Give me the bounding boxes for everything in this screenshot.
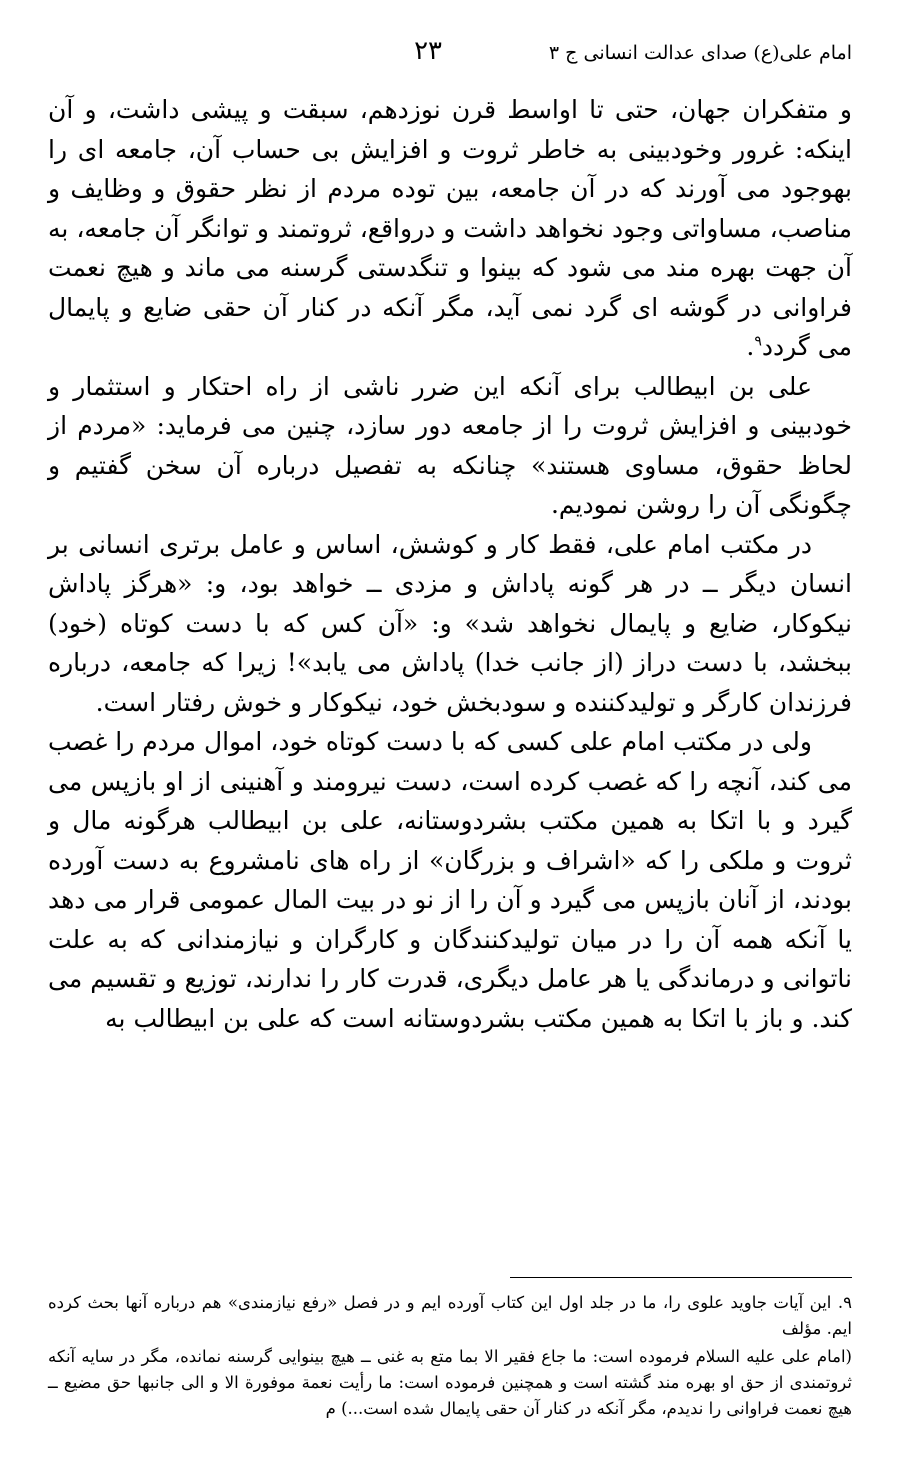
footnote-reference[interactable]: ۹ <box>754 333 762 350</box>
page-number: ۲۳ <box>414 36 442 66</box>
paragraph-2: علی بن ابیطالب برای آنکه این ضرر ناشی از راه احتکار و استثمار و خودبینی و افزایش ثروت را از جامعه دور سازد، چنین می فرماید: «مردم از لحاظ حقوق، مساوی هستند» چنانکه به تفصیل درباره آن سخن گفتیم و چگونگی آن را روشن نمودیم. <box>48 371 852 519</box>
paragraph-4: ولی در مکتب امام علی کسی که با دست کوتاه خود، اموال مردم را غصب می کند، آنچه را که غصب کرده است، دست نیرومند و آهنینی از او بازپس می گیرد و با اتکا به همین مکتب بشردوستانه، علی بن ابیطالب هرگونه مال و ثروت و ملکی را که «اشراف و بزرگان» از راه های نامشروع به دست آورده بودند، از آنان بازپس می گیرد و آن را از نو در بیت المال عمومی قرار می دهد یا آنکه همه آن را در میان تولیدکنندگان و کارگران و نیازمندانی که به علت ناتوانی و درماندگی یا هر عامل دیگری، قدرت کار را ندارند، توزیع و تقسیم می کند. و باز با اتکا به همین مکتب بشردوستانه است که علی بن ابیطالب به <box>48 727 852 1033</box>
paragraph-3: در مکتب امام علی، فقط کار و کوشش، اساس و عامل برتری انسانی بر انسان دیگر ــ در هر گونه پاداش و مزدی ــ خواهد بود، و: «هرگز پاداش نیکوکار، ضایع و پایمال نخواهد شد» و: «آن کس که با دست کوتاه (خود) ببخشد، با دست دراز (از جانب خدا) پاداش می یابد»! زیرا که جامعه، درباره فرزندان کارگر و تولیدکننده و سودبخش خود، نیکوکار و خوش رفتار است. <box>48 529 852 717</box>
paragraph-1 <box>48 90 852 367</box>
footnote-divider <box>510 1277 852 1278</box>
running-title: امام علی(ع) صدای عدالت انسانی ج ۳ <box>548 42 852 64</box>
main-text <box>48 90 852 1038</box>
paragraph-1-text: و متفکران جهان، حتی تا اواسط قرن نوزدهم، سبقت و پیشی داشت، و آن اینکه: غرور وخودبینی به خاطر ثروت و افزایش بی حساب آن، جامعه ای را بهوجود می آورند که در آن جامعه، بین توده مردم از نظر حقوق و وظایف و مناصب، مساواتی وجود نخواهد داشت و درواقع، ثروتمند و توانگر آن جامعه، به آن جهت بهره مند می شود که بینوا و تنگدستی گرسنه می ماند و هیچ نعمت فراوانی در گوشه ای گرد نمی آید، مگر آنکه در کنار آن حقی ضایع و پایمال می گردد <box>48 95 852 361</box>
footnotes <box>48 1290 852 1422</box>
footnote-9: ۹. این آیات جاوید علوی را، ما در جلد اول این کتاب آورده ایم و در فصل «رفع نیازمندی» هم درباره آنها بحث کرده ایم. مؤلف <box>48 1293 852 1338</box>
paragraph-1-end: . <box>746 332 755 361</box>
footnote-9-continuation: (امام علی علیه السلام فرموده است: ما جاع فقیر الا بما متع به غنی ــ هیچ بینوایی گرسنه نمانده، مگر در سایه آنکه ثروتمندی از حق او بهره مند گشته است و همچنین فرموده است: ما رأیت نعمة موفورة الا و الی جانبها حق مضیع ــ هیچ نعمت فراوانی را ندیدم، مگر آنکه در کنار آن حقی پایمال شده است...) م <box>48 1347 852 1418</box>
page-header <box>48 36 852 76</box>
